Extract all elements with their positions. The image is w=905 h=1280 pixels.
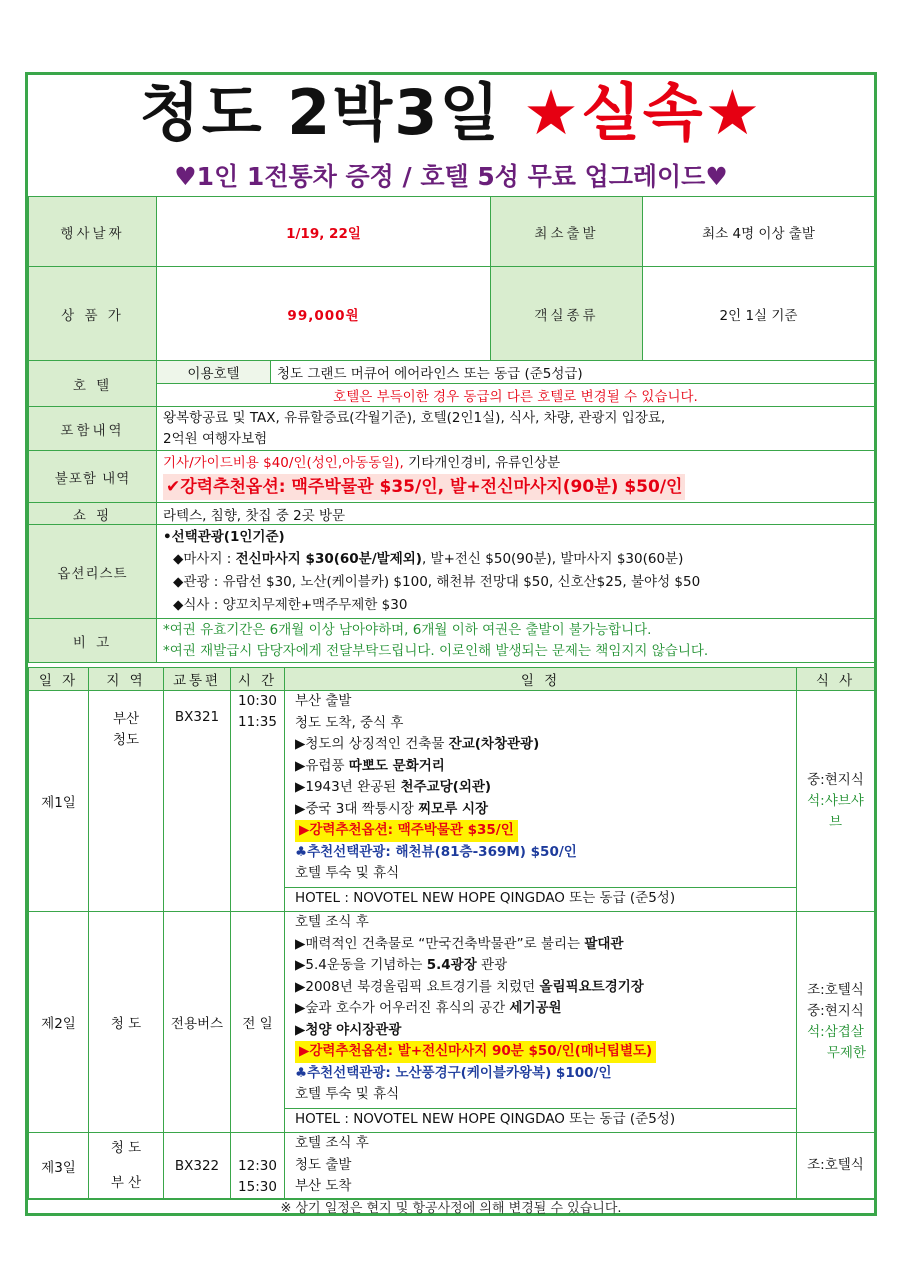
title-main: 청도 2박3일: [139, 76, 502, 149]
header-plan: 일 정: [285, 668, 797, 691]
included-label: 포함내역: [29, 407, 157, 451]
options-label: 옵션리스트: [29, 525, 157, 619]
page-title: [28, 75, 874, 155]
included-line-1: 왕복항공료 및 TAX, 유류할증료(각월기준), 호텔(2인1실), 식사, 차량, 관광지 입장료,: [163, 409, 666, 426]
remark-passport-reissue: *여권 재발급시 담당자에게 전달부탁드립니다. 이로인해 발생되는 문제는 책임지지 않습니다.: [163, 642, 709, 659]
day2-plan: 호텔 조식 후 ▶매력적인 건축물로 “만국건축박물관”로 불리는 팔대관 ▶5.4운동을 기념하는 5.4광장 관광 ▶2008년 북경올림픽 요트경기를 치렀던 올림픽요트경기장 ▶숲과 호수가 어우러진 휴식의 공간 세기공원 ▶청양 야시장관광 ▶강력추천옵션: 발+전신마사지 90분 $50/인(매너팁별도) ♣추천선택관광: 노산풍경구(케이블카왕복) $100/인 호텔 투숙 및 휴식 HOTEL : NOVOTEL NEW HOPE QINGDAO 또는 동급 (준5성): [285, 912, 797, 1133]
day1-optional-tour: ♣추천선택관광: 해천뷰(81층-369M) $50/인: [295, 843, 577, 860]
day2-hotel: HOTEL : NOVOTEL NEW HOPE QINGDAO 또는 동급 (준5성): [285, 1108, 796, 1130]
header-transport: 교통편: [164, 668, 231, 691]
header-day: 일 자: [29, 668, 89, 691]
date-value: 1/19, 22일: [157, 197, 491, 267]
itinerary-header-row: [29, 668, 875, 691]
day2-label: 제2일: [29, 912, 89, 1133]
header-meal: 식 사: [797, 668, 875, 691]
promo-subtitle: ♥1인 1전통차 증정 / 호텔 5성 무료 업그레이드♥: [174, 162, 728, 191]
room-type-label: 객실종류: [491, 267, 643, 361]
day3-meal: 조:호텔식: [797, 1133, 875, 1199]
excluded-recommend-option: ✔강력추천옵션: 맥주박물관 $35/인, 발+전신마사지(90분) $50/인: [163, 474, 685, 500]
day2-row: [29, 912, 875, 1133]
options-head: •선택관광(1인기준): [163, 529, 285, 545]
min-departure-value: 최소 4명 이상 출발: [643, 197, 875, 267]
brochure-sheet: [25, 72, 877, 1216]
included-line-2: 2억원 여행자보험: [163, 430, 268, 447]
option-massage: ◆마사지 : 전신마사지 $30(60분/발제외), 발+전신 $50(90분), 발마사지 $30(60분): [173, 551, 684, 567]
remarks-value: [157, 619, 875, 663]
day2-recommend-option: ▶강력추천옵션: 발+전신마사지 90분 $50/인(매너팁별도): [295, 1041, 656, 1063]
excluded-label: 불포함 내역: [29, 451, 157, 503]
day1-region: 부산 청도: [89, 691, 164, 912]
day3-row: [29, 1133, 875, 1199]
price-label: 상 품 가: [29, 267, 157, 361]
day1-row: [29, 691, 875, 912]
options-list: [157, 525, 875, 619]
remarks-label: 비 고: [29, 619, 157, 663]
day1-meal: 중:현지식 석:샤브샤브: [797, 691, 875, 912]
day1-time: 10:30 11:35: [231, 691, 285, 912]
product-info-table: [28, 196, 875, 663]
hotel-value: 청도 그랜드 머큐어 에어라인스 또는 동급 (준5성급): [271, 361, 875, 384]
price-value: 99,000원: [157, 267, 491, 361]
day1-recommend-option: ▶강력추천옵션: 맥주박물관 $35/인: [295, 820, 518, 842]
option-tour: ◆관광 : 유람선 $30, 노산(케이블카) $100, 해천뷰 전망대 $50, 신호산$25, 불야성 $50: [173, 574, 701, 590]
date-label: 행사날짜: [29, 197, 157, 267]
day3-plan: 호텔 조식 후 청도 출발 부산 도착: [285, 1133, 797, 1199]
day1-plan: 부산 출발 청도 도착, 중식 후 ▶청도의 상징적인 건축물 잔교(차창관광) ▶유럽풍 따뽀도 문화거리 ▶1943년 완공된 천주교당(외관) ▶중국 3대 짝퉁시장 찌모루 시장 ▶강력추천옵션: 맥주박물관 $35/인 ♣추천선택관광: 해천뷰(81층-369M) $50/인 호텔 투숙 및 휴식 HOTEL : NOVOTEL NEW HOPE QINGDAO 또는 동급 (준5성): [285, 691, 797, 912]
day2-meal: 조:호텔식 중:현지식 석:삼겹살 무제한: [797, 912, 875, 1133]
day3-label: 제3일: [29, 1133, 89, 1199]
excluded-value: [157, 451, 875, 503]
day3-region: 청 도 부 산: [89, 1133, 164, 1199]
day2-region: 청 도: [89, 912, 164, 1133]
excluded-guide-fee: 기사/가이드비용 $40/인(성인,아동동일),: [163, 455, 404, 471]
remark-passport-validity: *여권 유효기간은 6개월 이상 남아야하며, 6개월 이하 여권은 출발이 불가능합니다.: [163, 621, 652, 638]
shopping-label: 쇼 핑: [29, 503, 157, 525]
included-value: [157, 407, 875, 451]
hotel-sub-label: 이용호텔: [157, 361, 271, 384]
title-accent: ★실속★: [523, 76, 763, 149]
day1-label: 제1일: [29, 691, 89, 912]
header-time: 시 간: [231, 668, 285, 691]
day2-transport: 전용버스: [164, 912, 231, 1133]
itinerary-footnote: ※ 상기 일정은 현지 및 항공사정에 의해 변경될 수 있습니다.: [28, 1199, 874, 1217]
day3-time: 12:30 15:30: [231, 1133, 285, 1199]
shopping-value: 라텍스, 침향, 찻집 중 2곳 방문: [157, 503, 875, 525]
excluded-rest: 기타개인경비, 유류인상분: [403, 455, 561, 471]
header-region: 지 역: [89, 668, 164, 691]
hotel-label: 호 텔: [29, 361, 157, 407]
min-departure-label: 최소출발: [491, 197, 643, 267]
hotel-note: 호텔은 부득이한 경우 동급의 다른 호텔로 변경될 수 있습니다.: [157, 384, 875, 407]
option-food: ◆식사 : 양꼬치무제한+맥주무제한 $30: [173, 597, 408, 613]
room-type-value: 2인 1실 기준: [643, 267, 875, 361]
day1-hotel: HOTEL : NOVOTEL NEW HOPE QINGDAO 또는 동급 (준5성): [285, 887, 796, 909]
day1-transport: BX321: [164, 691, 231, 912]
day3-transport: BX322: [164, 1133, 231, 1199]
day2-optional-tour: ♣추천선택관광: 노산풍경구(케이블카왕복) $100/인: [295, 1064, 612, 1081]
day2-time: 전 일: [231, 912, 285, 1133]
itinerary-table: [28, 667, 875, 1199]
